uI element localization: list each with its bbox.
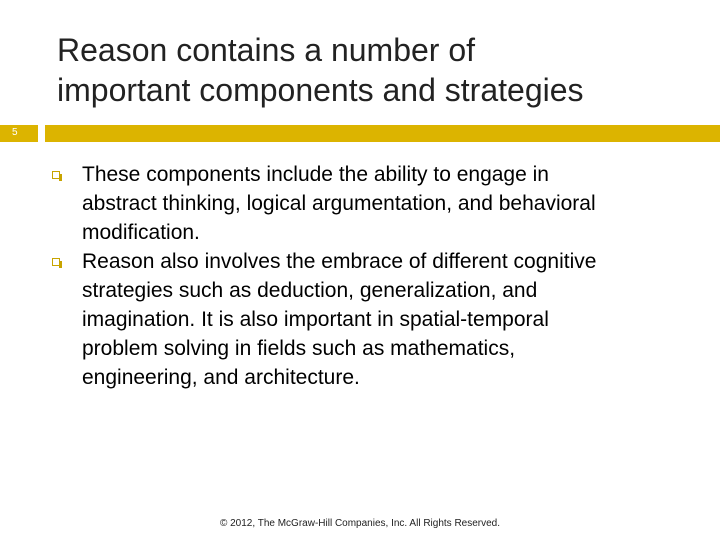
bullet-text (82, 247, 692, 392)
bullet-line: abstract thinking, logical argumentation, and behavioral (82, 192, 596, 215)
slide-title (57, 30, 697, 110)
bullet-line: Reason also involves the embrace of different cognitive (82, 250, 597, 273)
square-bullet-icon (52, 258, 60, 266)
bullet-item (52, 247, 692, 392)
bullet-text (82, 160, 692, 247)
bullet-line: These components include the ability to engage in (82, 163, 549, 186)
bullet-line: modification. (82, 221, 200, 244)
bullet-list (52, 160, 692, 392)
bullet-line: imagination. It is also important in spatial-temporal (82, 308, 549, 331)
slide-number: 5 (12, 127, 18, 138)
accent-bar-right (45, 125, 720, 142)
bullet-line: engineering, and architecture. (82, 366, 360, 389)
title-line-2: important components and strategies (57, 72, 584, 108)
copyright-footer: © 2012, The McGraw-Hill Companies, Inc. All Rights Reserved. (219, 518, 501, 529)
square-bullet-icon (52, 171, 60, 179)
bullet-item (52, 160, 692, 247)
bullet-line: strategies such as deduction, generalization, and (82, 279, 538, 302)
bullet-line: problem solving in fields such as mathematics, (82, 337, 516, 360)
accent-bar-left (0, 125, 38, 142)
title-line-1: Reason contains a number of (57, 32, 476, 68)
